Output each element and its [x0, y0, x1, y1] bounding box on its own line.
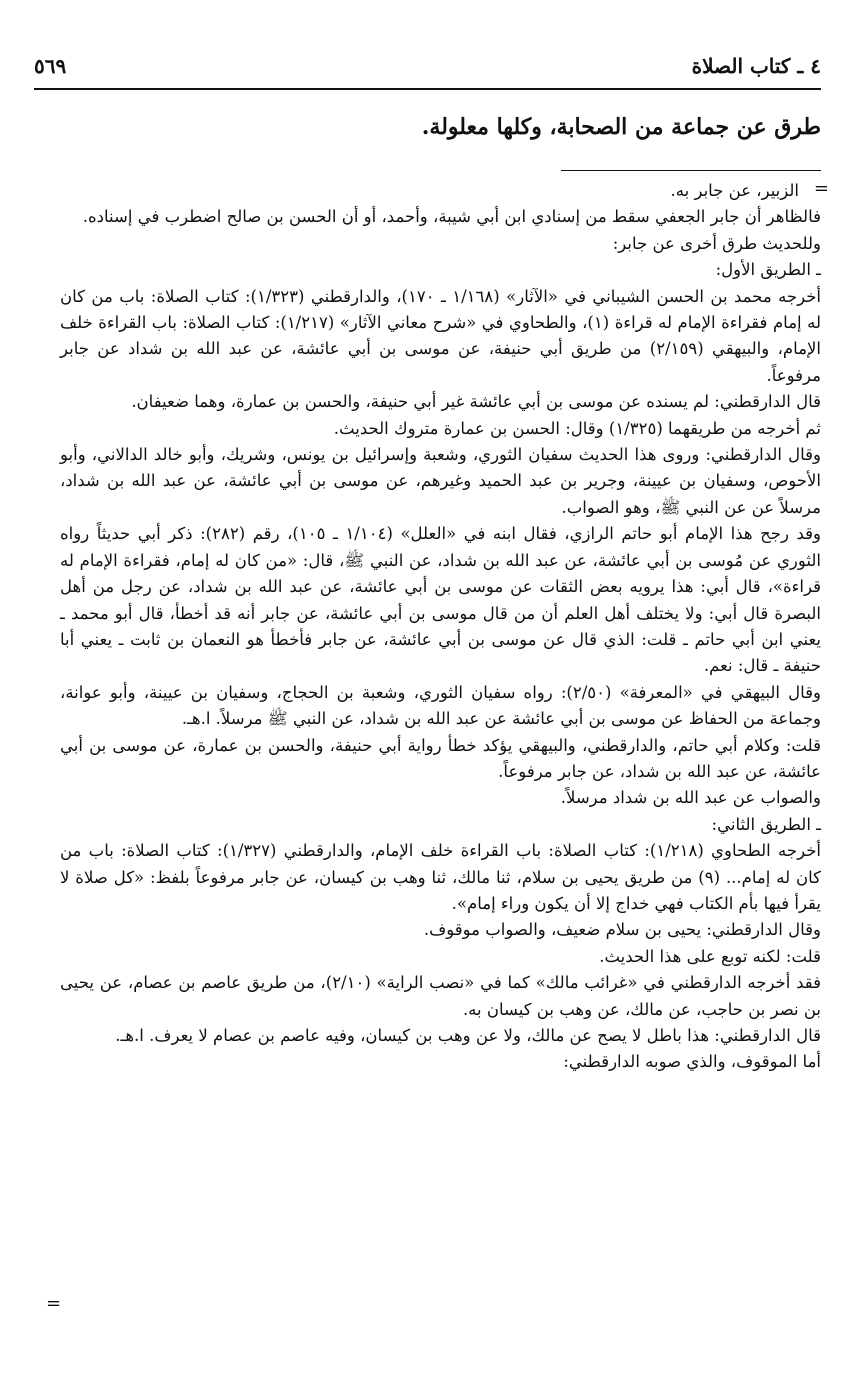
- page-header: [34, 54, 821, 86]
- note-paragraph: أخرجه الطحاوي (١/٢١٨): كتاب الصلاة: باب القراءة خلف الإمام، والدارقطني (١/٣٢٧): كتاب الصلاة: باب من كان له إمام... (٩) من طريق يحيى بن سلام، ثنا مالك، ثنا وهب بن كيسان، عن جابر مرفوعاً بلفظ: «كل صلاة لا يقرأ فيها بأم الكتاب فهي خداج إلا أن يكون وراء إمام».: [60, 841, 821, 913]
- note-paragraph: والصواب عن عبد الله بن شداد مرسلاً.: [560, 788, 821, 808]
- note-paragraph: فقد أخرجه الدارقطني في «غرائب مالك» كما في «نصب الراية» (٢/١٠)، من طريق عاصم بن عصام، عن يحيى بن نصر بن حاجب، عن مالك، عن وهب بن كيسان به.: [60, 973, 821, 1019]
- note-paragraph: الزبير، عن جابر به.: [670, 181, 799, 200]
- note-paragraph: فالظاهر أن جابر الجعفي سقط من إسنادي ابن أبي شيبة، وأحمد، أو أن الحسن بن صالح اضطرب في إسناده.: [82, 207, 821, 227]
- continuation-mark-bottom: =: [46, 1293, 62, 1314]
- note-subheading: ـ الطريق الثاني:: [711, 814, 821, 834]
- note-paragraph: أما الموقوف، والذي صوبه الدارقطني:: [563, 1052, 821, 1072]
- note-subheading: ـ الطريق الأول:: [715, 260, 821, 280]
- note-paragraph: أخرجه محمد بن الحسن الشيباني في «الآثار» (١/١٦٨ ـ ١٧٠)، والدارقطني (١/٣٢٣): كتاب الصلاة: باب من كان له إمام فقراءة الإمام له قراءة (١)، والطحاوي في «شرح معاني الآثار» (١/٢١٧): كتاب الصلاة: باب القراءة خلف الإمام، والبيهقي (٢/١٥٩) من طريق أبي حنيفة، عن موسى بن أبي عائشة، عن عبد الله بن شداد عن جابر مرفوعاً.: [60, 286, 822, 385]
- footnote-block: [60, 178, 821, 1076]
- main-text: طرق عن جماعة من الصحابة، وكلها معلولة.: [421, 114, 821, 140]
- note-paragraph: وقال الدارقطني: وروى هذا الحديث سفيان الثوري، وشعبة وإسرائيل بن يونس، وشريك، وأبو خالد الدالاني، وأبو الأحوص، وسفيان بن عيينة، وجرير بن عبد الحميد وغيرهم، عن موسى بن أبي عائشة، عن عبد الله بن شداد، مرسلاً عن عن النبي ﷺ، وهو الصواب.: [60, 445, 821, 517]
- continuation-mark-top: =: [813, 178, 829, 199]
- note-paragraph: ثم أخرجه من طريقهما (١/٣٢٥) وقال: الحسن بن عمارة متروك الحديث.: [333, 418, 821, 438]
- note-paragraph: وقد رجح هذا الإمام أبو حاتم الرازي، فقال ابنه في «العلل» (١/١٠٤ ـ ١٠٥)، رقم (٢٨٢): ذكر أبي حديثاً رواه الثوري عن مُوسى بن أبي عائشة، عن عبد الله بن شداد، عن النبي ﷺ، قال: «من كان له إمام، فقراءة الإمام له قراءة»، قال أبي: هذا يرويه بعض الثقات عن موسى بن أبي عائشة، عن عبد الله بن شداد، عن رجل من أهل البصرة قال أبي: ولا يختلف أهل العلم أن من قال موسى بن أبي عائشة، عن جابر أنه قد أخطأ، قال أبو محمد ـ يعني ابن أبي حاتم ـ قلت: الذي قال عن موسى بن أبي عائشة، عن جابر فأخطأ هو النعمان بن ثابت ـ يعني أبا حنيفة ـ قال: نعم.: [60, 524, 822, 676]
- note-paragraph: قلت: لكنه توبع على هذا الحديث.: [599, 946, 821, 966]
- note-paragraph: وقال البيهقي في «المعرفة» (٢/٥٠): رواه سفيان الثوري، وشعبة بن الحجاج، وسفيان بن عيينة، وأبو عوانة، وجماعة من الحفاظ عن موسى بن أبي عائشة عن عبد الله بن شداد، عن النبي ﷺ مرسلاً. ا.هـ.: [60, 682, 821, 729]
- note-paragraph: قلت: وكلام أبي حاتم، والدارقطني، والبيهقي يؤكد خطأ رواية أبي حنيفة، والحسن بن عمارة، عن موسى بن أبي عائشة، عن عبد الله بن شداد، عن جابر مرفوعاً.: [60, 735, 821, 781]
- note-paragraph: قال الدارقطني: هذا باطل لا يصح عن مالك، ولا عن وهب بن كيسان، وفيه عاصم بن عصام لا يعرف. ا.هـ.: [115, 1026, 821, 1045]
- running-title: ٤ ـ كتاب الصلاة: [691, 54, 821, 78]
- page-number: ٥٦٩: [34, 54, 67, 78]
- note-paragraph: قال الدارقطني: لم يسنده عن موسى بن أبي عائشة غير أبي حنيفة، والحسن بن عمارة، وهما ضعيفان.: [131, 392, 821, 412]
- header-rule: [34, 88, 821, 90]
- note-paragraph: وللحديث طرق أخرى عن جابر:: [612, 233, 821, 253]
- footnote-separator: [561, 170, 821, 171]
- note-paragraph: وقال الدارقطني: يحيى بن سلام ضعيف، والصواب موقوف.: [423, 920, 821, 940]
